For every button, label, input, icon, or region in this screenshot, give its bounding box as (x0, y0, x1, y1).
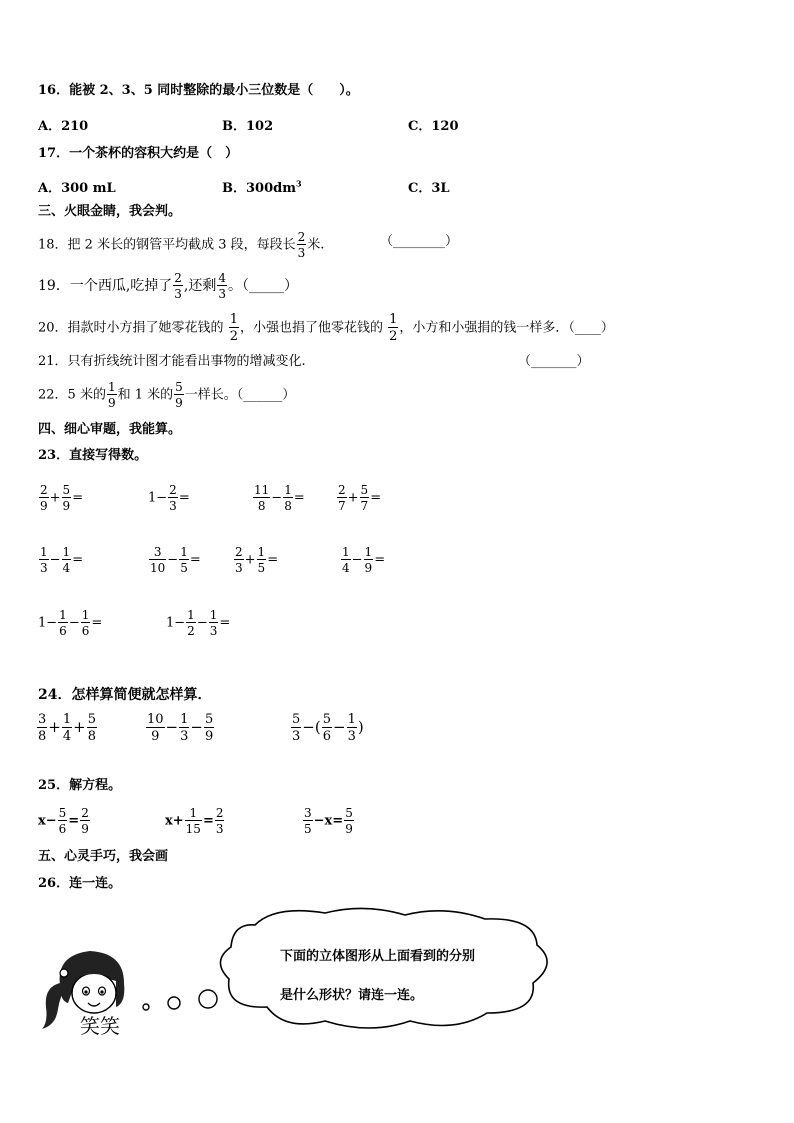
question-25-title: 25．解方程。 (38, 778, 122, 793)
cloud-text-line-1: 下面的立体图形从上面看到的分别 (280, 949, 476, 964)
q24-expr-2: $\frac{10}{9}$ − $\frac{1}{3}$ − $\frac{5}{9}$ (147, 712, 214, 744)
q17-option-c: C．3L (408, 181, 450, 196)
question-20: 20．捐款时小方捐了她零花钱的 $\frac{1}{2}$ ，小强也捐了他零花钱的 $\frac{1}{2}$ ，小方和小强捐的钱一样多．（____） (38, 312, 614, 344)
q23-expr-6: $\frac{3}{10}$ − $\frac{1}{5}$ = (150, 545, 201, 575)
q16-option-b: B．102 (222, 119, 274, 134)
question-19: 19．一个西瓜,吃掉了 $\frac{2}{3}$ ,还剩 $\frac{4}{3}$ 。（_____） (38, 271, 298, 301)
q16-option-c: C．120 (408, 119, 459, 134)
q23-expr-5: $\frac{1}{3}$ − $\frac{1}{4}$ = (40, 545, 84, 575)
q23-expr-8: $\frac{1}{4}$ − $\frac{1}{9}$ = (342, 545, 386, 575)
question-26-title: 26．连一连。 (38, 876, 122, 891)
character-name-label: 笑笑 (80, 1014, 120, 1038)
q23-expr-1: $\frac{2}{9}$ + $\frac{5}{9}$ = (40, 483, 84, 513)
q17-option-b: B．$300dm^3$ (222, 178, 302, 196)
question-22: 22．5 米的 $\frac{1}{9}$ 和 1 米的 $\frac{5}{9}$ 一样长。（______） (38, 380, 296, 410)
q23-expr-4: $\frac{2}{7}$ + $\frac{5}{7}$ = (338, 483, 382, 513)
q21-answer-blank[interactable]: （_______） (518, 354, 590, 369)
q24-expr-3: $\frac{5}{3}$ −( $\frac{5}{6}$ − $\frac{1}{3}$ ) (292, 712, 364, 744)
question-24-title: 24．怎样算简便就怎样算． (38, 687, 212, 703)
q24-expr-1: $\frac{3}{8}$ + $\frac{1}{4}$ + $\frac{5}{8}$ (38, 712, 96, 744)
q25-equation-3: $\frac{3}{5}$ −x= $\frac{5}{9}$ (304, 806, 353, 836)
q23-expr-7: $\frac{2}{3}$ + $\frac{1}{5}$ = (235, 545, 279, 575)
q17-option-a: A．300 mL (38, 181, 116, 196)
section-5-heading: 五、心灵手巧，我会画 (38, 849, 169, 864)
question-21: 21．只有折线统计图才能看出事物的增减变化. (38, 354, 306, 369)
q16-option-a: A．210 (38, 119, 89, 134)
question-23-title: 23．直接写得数。 (38, 448, 148, 463)
question-18: 18．把 2 米长的钢管平均截成 3 段，每段长 $\frac{2}{3}$ 米. (38, 230, 325, 260)
thought-bubbles (140, 985, 220, 1015)
thought-cloud (215, 905, 560, 1035)
q25-equation-2: x+ $\frac{1}{15}$ = $\frac{2}{3}$ (165, 806, 224, 836)
section-4-heading: 四、细心审题，我能算。 (38, 422, 182, 437)
q23-expr-2: 1− $\frac{2}{3}$ = (148, 483, 190, 513)
q18-answer-blank[interactable]: （________） (380, 234, 459, 249)
question-16: 16．能被 2、3、5 同时整除的最小三位数是（ ）。 (38, 83, 359, 98)
section-3-heading: 三、火眼金睛，我会判。 (38, 204, 182, 219)
question-17: 17．一个茶杯的容积大约是（ ） (38, 146, 239, 161)
q23-expr-10: 1− $\frac{1}{2}$ − $\frac{1}{3}$ = (166, 608, 231, 638)
q25-equation-1: x− $\frac{5}{6}$ = $\frac{2}{9}$ (38, 806, 89, 836)
q23-expr-3: $\frac{11}{8}$ − $\frac{1}{8}$ = (254, 483, 305, 513)
cloud-text-line-2: 是什么形状？请连一连。 (280, 988, 424, 1003)
q23-expr-9: 1− $\frac{1}{6}$ − $\frac{1}{6}$ = (38, 608, 103, 638)
